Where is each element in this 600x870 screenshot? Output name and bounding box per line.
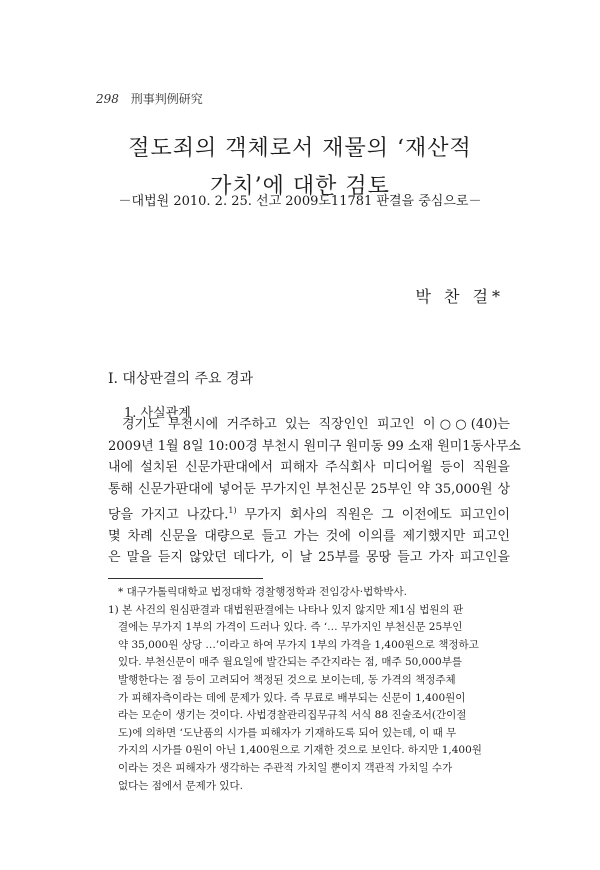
body-line: 몇 차례 신문을 대량으로 들고 가는 것에 이의를 제기했지만 피고인 [108, 528, 510, 544]
footnote-line: 없다는 점에서 문제가 있다. [118, 779, 243, 792]
footnote-line: 약 35,000원 상당 …’이라고 하여 무가지 1부의 가격을 1,400원으로 책정하고 [118, 638, 479, 651]
body-line: 2009년 1월 8일 10:00경 부천시 원미구 원미동 99 소재 원미1동사무소 [108, 438, 521, 454]
body-line: 경기도 부천시에 거주하고 있는 직장인인 피고인 이○○(40)는 [122, 417, 510, 432]
footnote-line: 도)에 의하면 ‘도난품의 시가를 피해자가 기재하도록 되어 있는데, 이 때 무 [118, 726, 457, 739]
running-head [96, 90, 203, 107]
footnote-line: 라는 모순이 생기는 것이다. 사법경찰관리집무규칙 서식 88 진술조서(간이절 [118, 709, 467, 722]
footnote-line: 가지의 시가를 0원이 아닌 1,400원으로 기재한 것으로 보인다. 하지만 1,400원 [118, 744, 482, 757]
journal-name: 刑事判例研究 [130, 92, 203, 106]
title-line-1: 절도죄의 객체로서 재물의 ‘재산적 [128, 136, 472, 161]
footnotes [108, 584, 510, 795]
article-subtitle: －대법원 2010. 2. 25. 선고 2009도11781 판결을 중심으로－ [118, 194, 482, 209]
body-line: 내에 설치된 신문가판대에서 피해자 주식회사 미디어윌 등이 직원을 [108, 460, 510, 475]
footnote-author: * 대구가톨릭대학교 법정대학 경찰행정학과 전임강사·법학박사. [118, 586, 407, 598]
author [415, 284, 504, 307]
footnote-line: 결에는 무가지 1부의 가격이 드러나 있다. 즉 ‘… 무가지인 부천신문 25부인 [118, 621, 463, 634]
footnote-line: 발행한다는 점 등이 고려되어 책정된 것으로 보이는데, 동 가격의 책정주체 [118, 673, 456, 686]
section-heading: Ⅰ. 대상판결의 주요 경과 [108, 371, 254, 387]
footnote-ref[interactable]: 1) [228, 506, 237, 515]
footnote-line: 1) 본 사건의 원심판결과 대법원판결에는 나타나 있지 않지만 제1심 법원의 판 [108, 603, 464, 616]
footnote-line: 이라는 것은 피해자가 생각하는 주관적 가치일 뿐이지 객관적 가치일 수가 [118, 761, 453, 774]
footnote-divider [108, 578, 263, 579]
page-number: 298 [96, 92, 119, 106]
body-line: 통해 신문가판대에 넣어둔 무가지인 부천신문 25부인 약 35,000원 상 [108, 481, 510, 497]
body-paragraph [108, 414, 521, 569]
body-line-with-footnote [108, 500, 510, 526]
body-text-segment: 무가지 회사의 직원은 그 이전에도 피고인이 [244, 507, 510, 523]
footnote-line: 가 피해자측이라는 데에 문제가 있다. 즉 무료로 배부되는 신문이 1,400원이 [118, 691, 466, 704]
title-line-2: 가치’에 대한 검토 [210, 174, 390, 199]
author-name: 박 찬 걸 [415, 287, 492, 306]
author-mark: * [492, 287, 504, 306]
footnote-line: 있다. 부천신문이 매주 월요일에 발간되는 주간지라는 점, 매주 50,000부를 [118, 656, 462, 669]
subsection-heading: 1. 사실관계 [124, 406, 191, 421]
body-line: 은 말을 듣지 않았던 데다가, 이 날 25부를 몽땅 들고 가자 피고인을 [108, 550, 510, 566]
body-text-segment: 당을 가지고 나갔다. [108, 507, 229, 523]
